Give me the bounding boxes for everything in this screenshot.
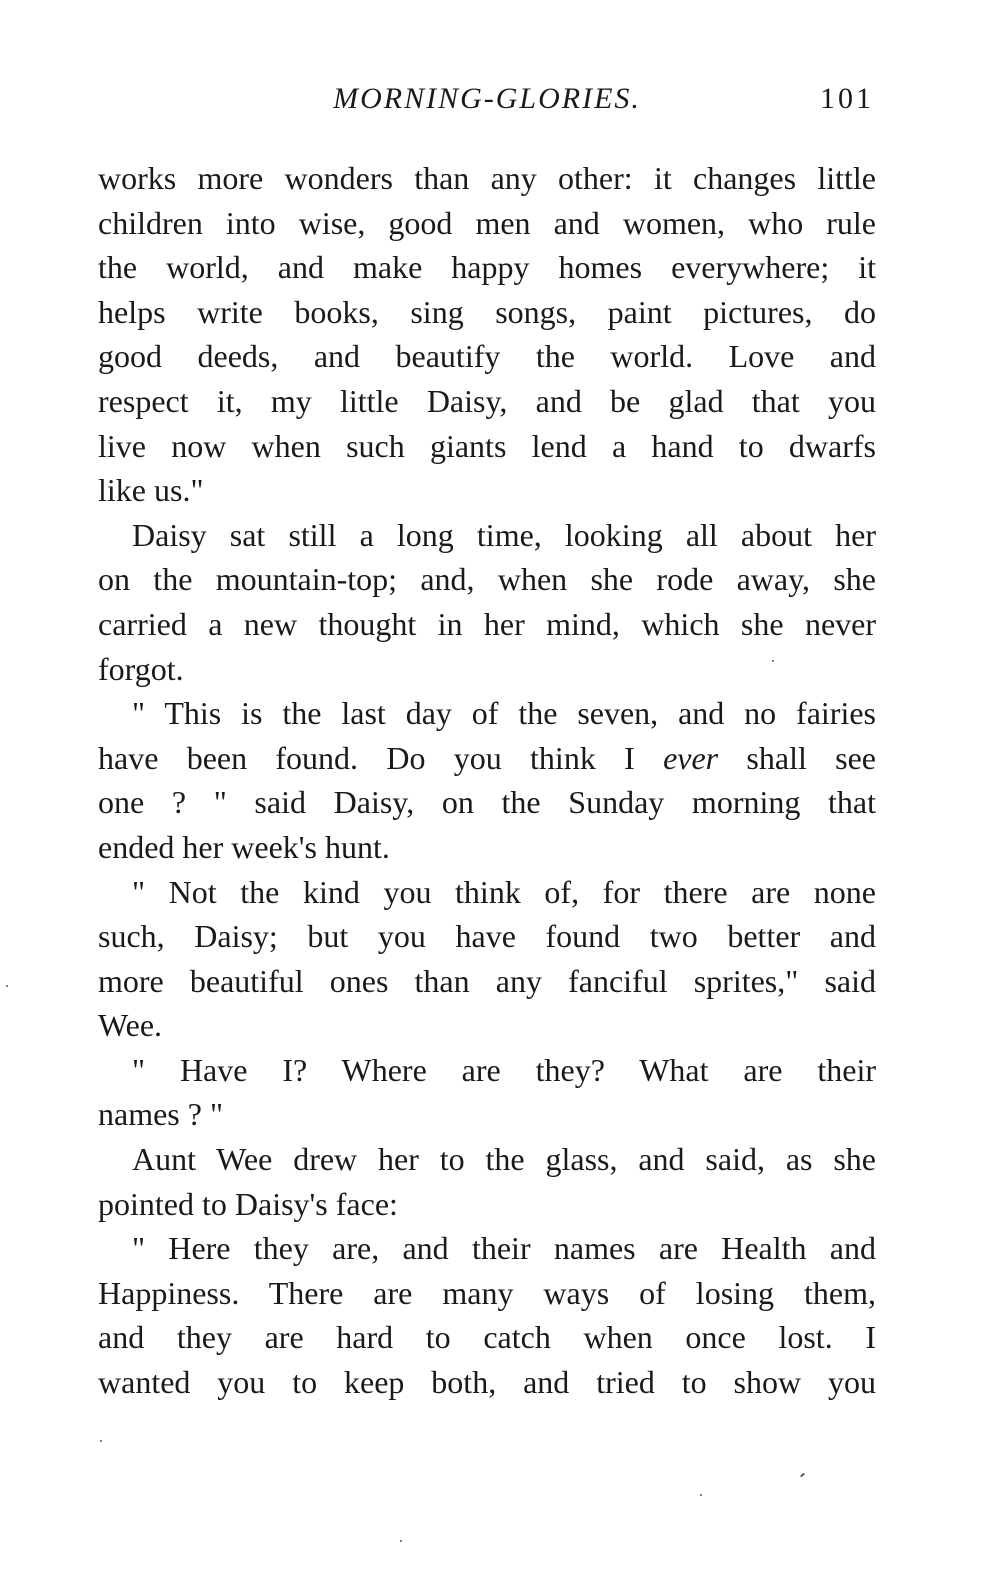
text-segment: on the mountain-top; and, when she rode away, she [98, 561, 876, 598]
text-segment: children into wise, good men and women, who rule [98, 204, 876, 241]
page-number: 101 [820, 82, 874, 115]
text-line [98, 1092, 876, 1137]
paper-speck [772, 660, 774, 662]
text-segment: such, Daisy; but you have found two better and [98, 918, 876, 955]
paper-speck [400, 1540, 402, 1542]
text-line [98, 870, 876, 915]
paper-speck [700, 1494, 702, 1496]
text-segment: live now when such giants lend a hand to dwarfs [98, 427, 876, 464]
text-segment: more beautiful ones than any fanciful sprites," said [98, 962, 876, 999]
text-segment: Happiness. There are many ways of losing them, [98, 1274, 876, 1311]
text-line [98, 780, 876, 825]
text-line [98, 513, 876, 558]
text-segment: have been found. Do you think I [98, 739, 664, 776]
text-line [98, 1271, 876, 1316]
text-segment: works more wonders than any other: it changes little [98, 160, 876, 196]
text-line [98, 1137, 876, 1182]
text-line [98, 334, 876, 379]
text-line [98, 1003, 876, 1048]
text-line [98, 156, 876, 201]
text-line [98, 914, 876, 959]
paper-speck [6, 985, 8, 987]
text-segment: " This is the last day of the seven, and no fairies [132, 695, 876, 732]
text-line [98, 647, 876, 692]
italic-emphasis: ever [663, 739, 719, 776]
text-segment: Aunt Wee drew her to the glass, and said, as she [132, 1141, 876, 1178]
paper-speck [800, 1473, 805, 1478]
text-line [98, 201, 876, 246]
text-line [98, 1315, 876, 1360]
text-line [98, 557, 876, 602]
text-segment: " Here they are, and their names are Health and [132, 1230, 876, 1267]
text-segment: one ? " said Daisy, on the Sunday morning that [98, 784, 876, 821]
text-line [98, 959, 876, 1004]
text-segment: pointed to Daisy's face: [98, 1185, 398, 1222]
text-line [98, 379, 876, 424]
text-segment: respect it, my little Daisy, and be glad that you [98, 382, 876, 419]
text-line [98, 1360, 876, 1405]
paper-speck [100, 1440, 102, 1442]
text-segment: ended her week's hunt. [98, 828, 390, 865]
text-segment: Daisy sat still a long time, looking all about her [132, 516, 876, 553]
text-segment: the world, and make happy homes everywhere; it [98, 249, 876, 286]
running-head [98, 82, 876, 122]
text-line [98, 736, 876, 781]
text-line [98, 1048, 876, 1093]
text-segment: forgot. [98, 650, 184, 687]
text-segment: names ? " [98, 1096, 224, 1133]
text-segment: and they are hard to catch when once lost. I [98, 1319, 876, 1356]
text-segment: " Not the kind you think of, for there are none [132, 873, 876, 910]
text-line [98, 245, 876, 290]
text-segment: helps write books, sing songs, paint pictures, do [98, 293, 876, 330]
text-segment: " Have I? Where are they? What are their [132, 1051, 876, 1088]
text-line [98, 1226, 876, 1271]
text-segment: good deeds, and beautify the world. Love and [98, 338, 876, 375]
text-segment: carried a new thought in her mind, which she never [98, 605, 876, 642]
text-segment: Wee. [98, 1007, 163, 1044]
text-line [98, 468, 876, 513]
text-line [98, 602, 876, 647]
text-line [98, 1182, 876, 1227]
text-line [98, 290, 876, 335]
text-segment: like us." [98, 472, 204, 509]
body-text [98, 156, 876, 1405]
running-title: MORNING-GLORIES. [333, 82, 641, 115]
text-line [98, 825, 876, 870]
text-line [98, 424, 876, 469]
text-segment: shall see [718, 739, 876, 776]
text-segment: wanted you to keep both, and tried to show you [98, 1364, 876, 1401]
text-line [98, 691, 876, 736]
